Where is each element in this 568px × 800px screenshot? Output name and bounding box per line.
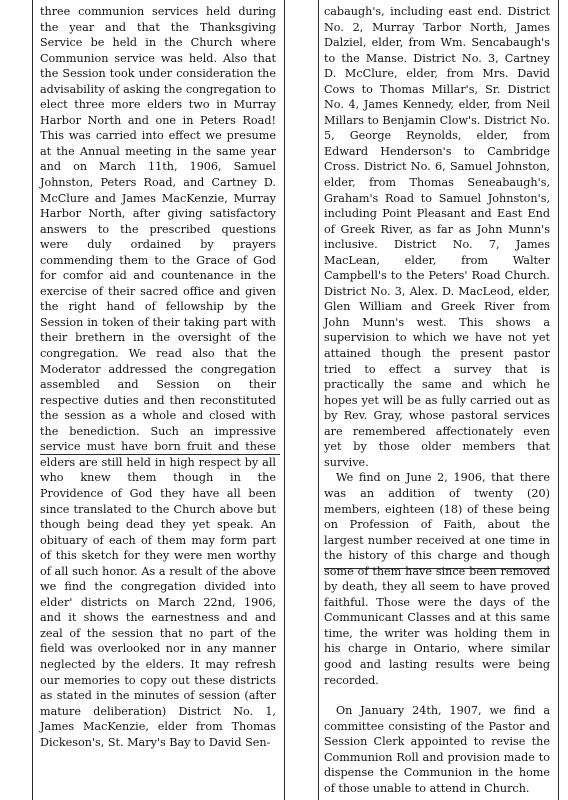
article-paragraph: On January 24th, 1907, we find a committee consisting of the Pastor and Session Clerk appointed to revise the Communion Roll and provision made to dispense the Communion in the home of those unable to attend in Church. (324, 704, 550, 795)
left-column-border (32, 0, 33, 800)
right-column-right-border (558, 0, 559, 800)
article-paragraph: three communion services held during the year and that the Thanksgiving Service be held in the Church where Communion service was held. Also that the Session took under consideration the advisability of asking the congregation to elect three more elders two in Murray Harbor North and one in Peters Road! This was carried into effect we presume at the Annual meeting in the same year and on March 11th, 1906, Samuel Johnston, Peters Road, and Cartney D. McClure and James MacKenzie, Murray Harbor North, after giving satisfactory answers to the prescribed questions were duly ordained by prayers commending them to the Grace of God for comfor aid and countenance in the exercise of their sacred office and given the right hand of fellowship by the Session in token of their taking part with their brethern in the oversight of the congregation. We read also that the Moderator addressed the congregation assembled and Session on their respective duties and then reconstituted the session as a whole and closed with the benediction. Such an impressive service must have born fruit and these elders are still held in high respect by all who knew them though in the Providence of God they have all been since translated to the Church above but though being dead they yet speak. An obituary of each of them may form part of this sketch for they were men worthy of all such honor. As a result of the above we find the congregation divided into elder' districts on March 22nd, 1906, and it shows the earnestness and and zeal of the session that no part of the field was overlooked nor in any manner neglected by the elders. It may refresh our memories to copy out these districts as stated in the minutes of session (after mature deliberation) District No. 1, James MacKenzie, elder from Thomas Dickeson's, St. Mary's Bay to David Sen- (40, 5, 276, 749)
left-column (40, 4, 276, 750)
article-paragraph: We find on June 2, 1906, that there was an addition of twenty (20) members, eighteen (18) of these being on Profession of Faith, about the largest number received at one time in the history of this charge and though some of them have since been removed by death, they all seem to have proved faithful. Those were the days of the Communicant Classes and at this same time, the writer was holding them in his charge in Ontario, where similar good and lasting results were being recorded. (324, 471, 550, 687)
right-column-border (318, 0, 319, 800)
right-column (324, 4, 550, 796)
article-paragraph: cabaugh's, including east end. District No. 2, Murray Tarbor North, James Dalziel, elder, from Wm. Sencabaugh's to the Manse. District No. 3, Cartney D. McClure, elder, from Mrs. David Cows to Thomas Millar's, Sr. District No. 4, James Kennedy, elder, from Neil Millars to Benjamin Clow's. District No. 5, George Reynolds, elder, from Edward Henderson's to Cambridge Cross. District No. 6, Samuel Johnston, elder, from Thomas Seneabaugh's, Graham's Road to Samuel Johnston's, including Point Pleasant and East End of Greek River, as far as John Munn's inclusive. District No. 7, James MacLean, elder, from Walter Campbell's to the Peters' Road Church. District No. 3, Alex. D. MacLeod, elder, Glen William and Greek River from John Munn's west. This shows a supervision to which we have not yet attained though the present pastor tried to effect a survey that is practically the same and which he hopes yet will be as fully carried out as by Rev. Gray, whose pastoral services are remembered affectionately even yet by those older members that survive. (324, 5, 550, 469)
left-column-right-border (284, 0, 285, 800)
